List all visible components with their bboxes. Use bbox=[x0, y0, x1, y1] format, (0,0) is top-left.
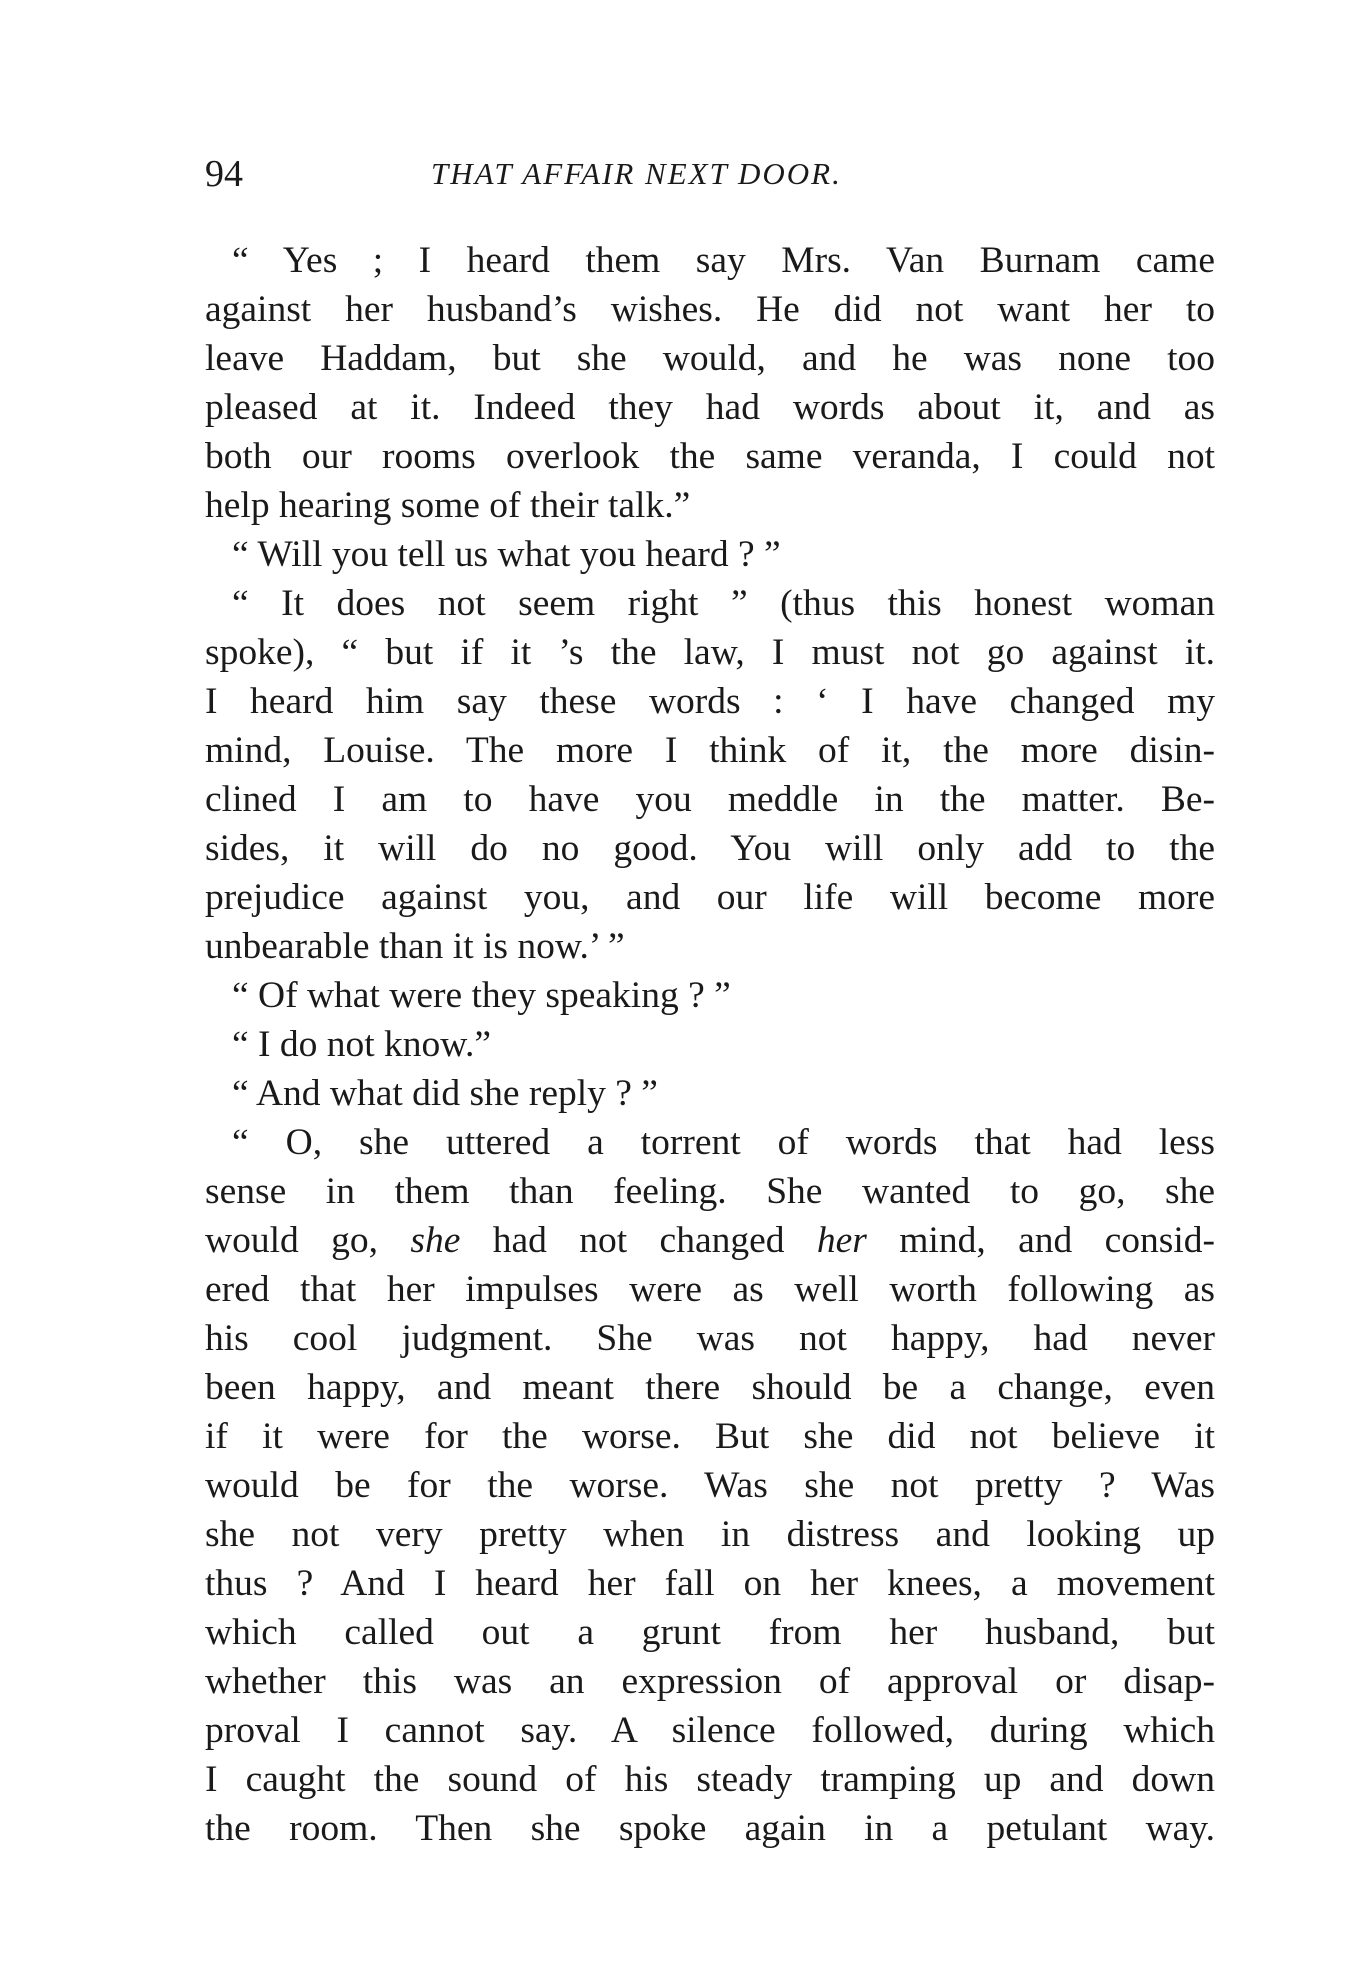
italic-word: her bbox=[816, 1220, 867, 1261]
text-line: if it were for the worse. But she did not believe it bbox=[205, 1416, 1215, 1457]
text-line: prejudice against you, and our life will become more bbox=[205, 877, 1215, 918]
text-line: I caught the sound of his steady tramping up and down bbox=[205, 1759, 1215, 1800]
text-line: mind, Louise. The more I think of it, the more disin- bbox=[205, 730, 1215, 771]
text-line: against her husband’s wishes. He did not want her to bbox=[205, 289, 1215, 330]
text-line: proval I cannot say. A silence followed, during which bbox=[205, 1710, 1215, 1751]
text-line: would be for the worse. Was she not pretty ? Was bbox=[205, 1465, 1215, 1506]
text-line: help hearing some of their talk.” bbox=[205, 485, 691, 526]
italic-word: she bbox=[410, 1220, 461, 1261]
text-segment: mind, and consid- bbox=[899, 1220, 1215, 1261]
text-line: “ Yes ; I heard them say Mrs. Van Burnam came bbox=[232, 240, 1215, 281]
text-line: “ O, she uttered a torrent of words that had less bbox=[232, 1122, 1215, 1163]
text-line: “ And what did she reply ? ” bbox=[232, 1073, 658, 1114]
text-line: “ I do not know.” bbox=[232, 1024, 491, 1065]
running-head bbox=[205, 152, 1215, 196]
text-line: his cool judgment. She was not happy, had never bbox=[205, 1318, 1215, 1359]
text-line: whether this was an expression of approval or disap- bbox=[205, 1661, 1215, 1702]
text-line: “ Will you tell us what you heard ? ” bbox=[232, 534, 781, 575]
text-line: she not very pretty when in distress and looking up bbox=[205, 1514, 1215, 1555]
text-line: ered that her impulses were as well worth following as bbox=[205, 1269, 1215, 1310]
text-line: sides, it will do no good. You will only add to the bbox=[205, 828, 1215, 869]
text-line: leave Haddam, but she would, and he was none too bbox=[205, 338, 1215, 379]
running-title: THAT AFFAIR NEXT DOOR. bbox=[431, 156, 842, 191]
text-segment: had not changed bbox=[492, 1220, 785, 1261]
text-line: “ It does not seem right ” (thus this honest woman bbox=[232, 583, 1215, 624]
body-text bbox=[205, 236, 1215, 1853]
text-line: the room. Then she spoke again in a petulant way. bbox=[205, 1808, 1215, 1849]
text-line: I heard him say these words : ‘ I have changed my bbox=[205, 681, 1215, 722]
text-line: clined I am to have you meddle in the matter. Be- bbox=[205, 779, 1215, 820]
text-line: spoke), “ but if it ’s the law, I must not go against it. bbox=[205, 632, 1215, 673]
text-line: thus ? And I heard her fall on her knees, a movement bbox=[205, 1563, 1215, 1604]
page-number: 94 bbox=[205, 153, 243, 195]
text-segment: would go, bbox=[205, 1220, 378, 1261]
text-line bbox=[205, 1216, 1215, 1265]
text-line: pleased at it. Indeed they had words about it, and as bbox=[205, 387, 1215, 428]
text-line: been happy, and meant there should be a change, even bbox=[205, 1367, 1215, 1408]
text-line: which called out a grunt from her husband, but bbox=[205, 1612, 1215, 1653]
text-line: “ Of what were they speaking ? ” bbox=[232, 975, 731, 1016]
text-line: sense in them than feeling. She wanted to go, she bbox=[205, 1171, 1215, 1212]
text-line: unbearable than it is now.’ ” bbox=[205, 926, 625, 967]
text-line: both our rooms overlook the same veranda, I could not bbox=[205, 436, 1215, 477]
